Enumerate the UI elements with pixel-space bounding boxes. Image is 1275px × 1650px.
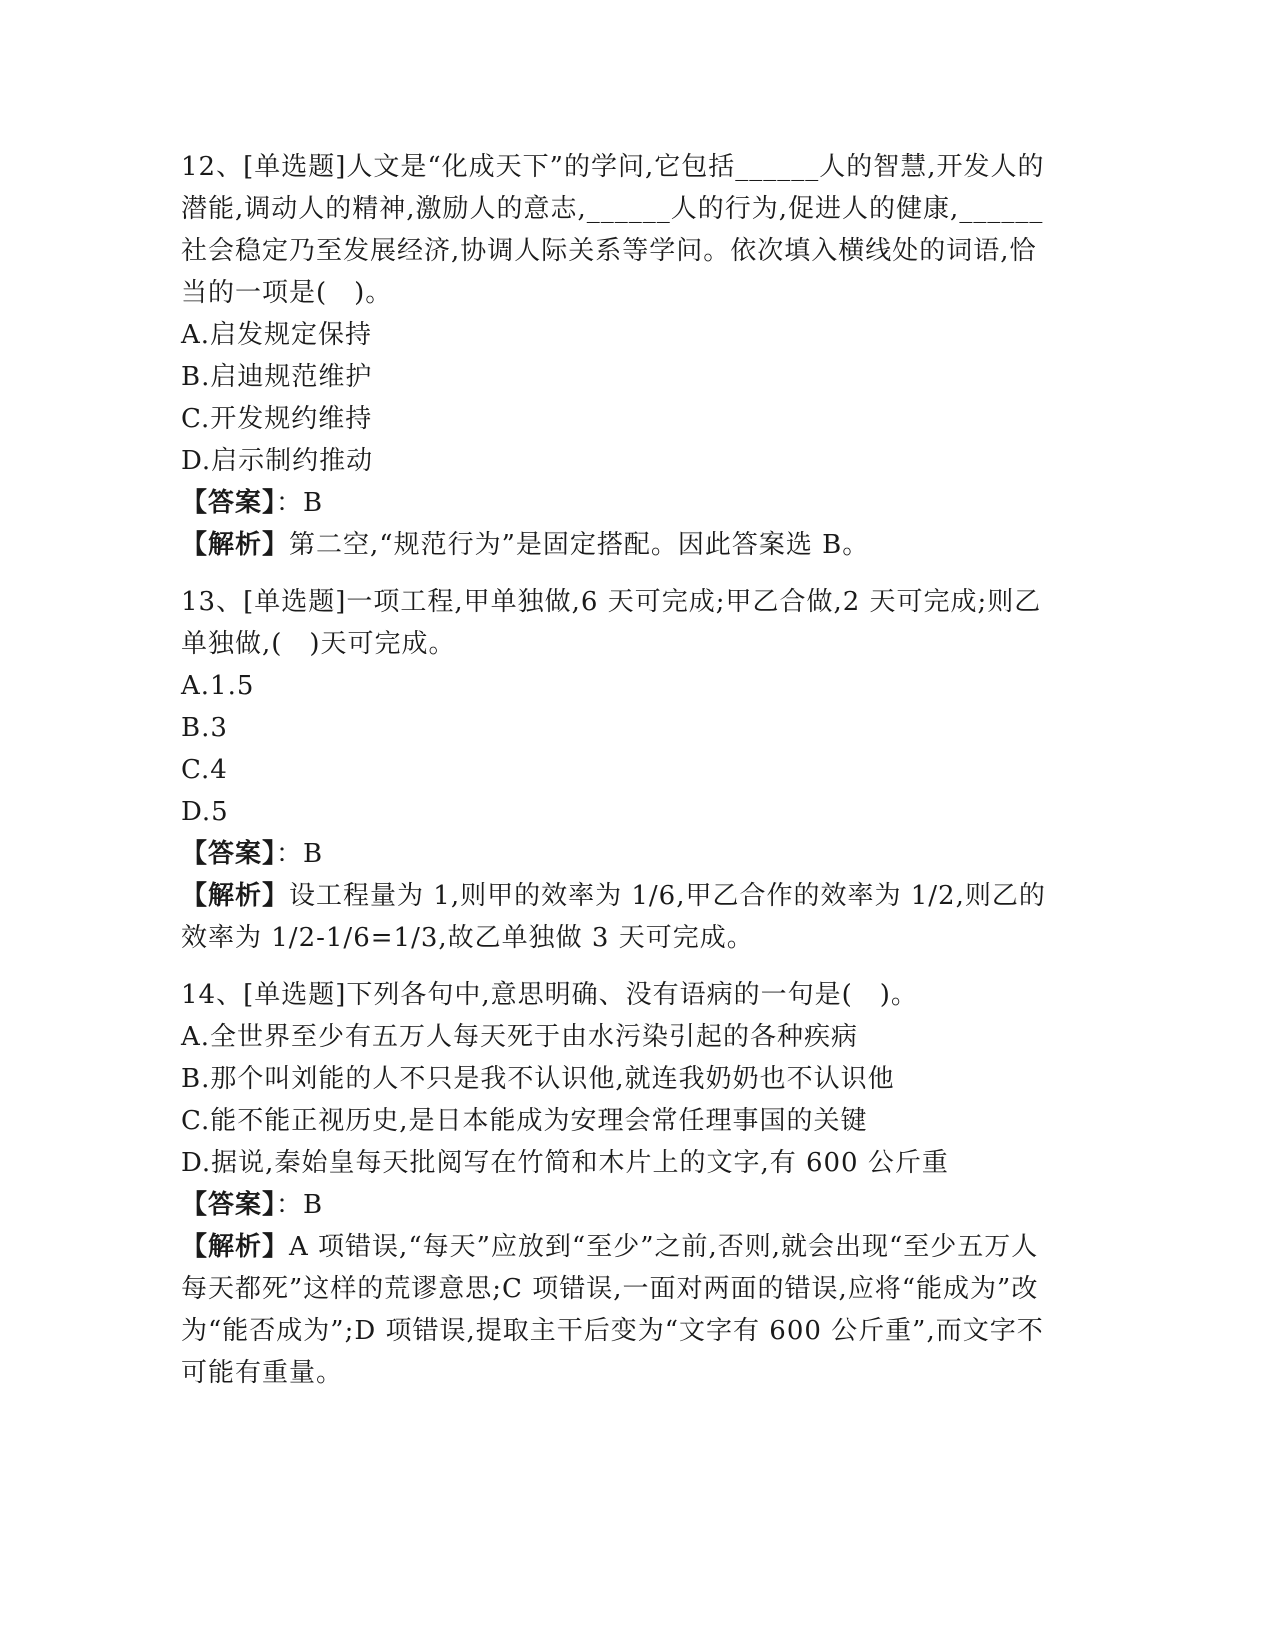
option-d: D.5: [181, 797, 229, 827]
question-stem: 14、[单选题]下列各句中,意思明确、没有语病的一句是( )。: [181, 980, 918, 1010]
option-c: C.开发规约维持: [181, 404, 373, 434]
analysis-label: 【解析】: [181, 881, 290, 911]
answer-line: [181, 1184, 1061, 1226]
analysis-label: 【解析】: [181, 1232, 290, 1262]
option-a: A.1.5: [181, 671, 255, 701]
analysis-line: [181, 524, 1061, 566]
option-b: B.那个叫刘能的人不只是我不认识他,就连我奶奶也不认识他: [181, 1064, 895, 1094]
option-d: D.启示制约推动: [181, 446, 374, 476]
analysis-text: 第二空,“规范行为”是固定搭配。因此答案选 B。: [289, 530, 870, 560]
answer-label: 【答案】: [181, 1190, 277, 1220]
analysis-line: [181, 875, 1061, 959]
answer-value: ：B: [276, 488, 324, 518]
question-14: [181, 974, 1061, 1394]
answer-value: ：B: [276, 839, 324, 869]
answer-line: [181, 833, 1061, 875]
answer-label: 【答案】: [181, 839, 277, 869]
analysis-line: [181, 1226, 1061, 1394]
option-c: C.能不能正视历史,是日本能成为安理会常任理事国的关键: [181, 1106, 868, 1136]
option-a: A.全世界至少有五万人每天死于由水污染引起的各种疾病: [181, 1022, 859, 1052]
analysis-text: 设工程量为 1,则甲的效率为 1/6,甲乙合作的效率为 1/2,则乙的效率为 1/2-1/6=1/3,故乙单独做 3 天可完成。: [181, 881, 1046, 953]
option-b: B.启迪规范维护: [181, 362, 373, 392]
question-13: [181, 581, 1061, 959]
answer-label: 【答案】: [181, 488, 277, 518]
answer-line: [181, 482, 1061, 524]
answer-value: ：B: [276, 1190, 324, 1220]
option-d: D.据说,秦始皇每天批阅写在竹简和木片上的文字,有 600 公斤重: [181, 1148, 949, 1178]
question-12: [181, 146, 1061, 566]
analysis-label: 【解析】: [181, 530, 290, 560]
option-a: A.启发规定保持: [181, 320, 373, 350]
option-b: B.3: [181, 713, 228, 743]
option-c: C.4: [181, 755, 228, 785]
question-stem: 13、[单选题]一项工程,甲单独做,6 天可完成;甲乙合做,2 天可完成;则乙单独做,( )天可完成。: [181, 587, 1042, 659]
analysis-text: A 项错误,“每天”应放到“至少”之前,否则,就会出现“至少五万人每天都死”这样的荒谬意思;C 项错误,一面对两面的错误,应将“能成为”改为“能否成为”;D 项错误,提取主干后变为“文字有 600 公斤重”,而文字不可能有重量。: [181, 1232, 1044, 1388]
document-page: [181, 146, 1061, 1394]
question-stem: 12、[单选题]人文是“化成天下”的学问,它包括______人的智慧,开发人的潜能,调动人的精神,激励人的意志,______人的行为,促进人的健康,______社会稳定乃至发展经济,协调人际关系等学问。依次填入横线处的词语,恰当的一项是( )。: [181, 152, 1045, 308]
